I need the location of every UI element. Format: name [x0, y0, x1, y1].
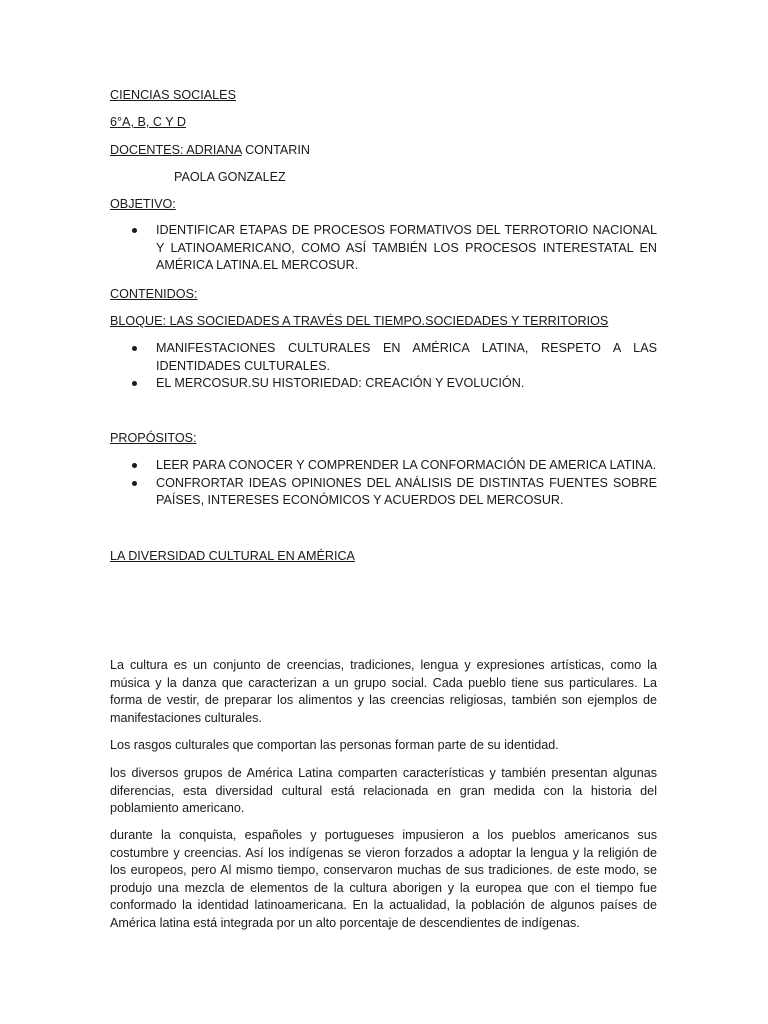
teacher1-surname: CONTARIN	[241, 143, 310, 157]
propositos-list	[110, 457, 657, 510]
paragraph-3: los diversos grupos de América Latina comparten características y también presentan algunas diferencias, esta diversidad cultural está relacionada en gran medida con la historia del poblamiento americano.	[110, 766, 657, 816]
subject-title: CIENCIAS SOCIALES	[110, 88, 236, 102]
teacher2-name: PAOLA GONZALEZ	[174, 170, 286, 184]
objetivo-heading: OBJETIVO:	[110, 197, 176, 211]
bullet-icon	[132, 228, 137, 233]
bloque-line: BLOQUE: LAS SOCIEDADES A TRAVÉS DEL TIEMPO.SOCIEDADES Y TERRITORIOS	[110, 314, 609, 328]
list-item: IDENTIFICAR ETAPAS DE PROCESOS FORMATIVOS DEL TERROTORIO NACIONAL Y LATINOAMERICANO, COMO ASÍ TAMBIÉN LOS PROCESOS INTERESTATAL EN AMÉRICA LATINA.EL MERCOSUR.	[110, 222, 657, 275]
list-item: LEER PARA CONOCER Y COMPRENDER LA CONFORMACIÓN DE AMERICA LATINA.	[110, 457, 657, 475]
paragraph-2: Los rasgos culturales que comportan las personas forman parte de su identidad.	[110, 738, 559, 752]
grades-line: 6°A, B, C Y D	[110, 115, 186, 129]
list-item: EL MERCOSUR.SU HISTORIEDAD: CREACIÓN Y EVOLUCIÓN.	[110, 375, 657, 393]
objetivo-list	[110, 222, 657, 275]
contenidos-list	[110, 340, 657, 393]
list-item: CONFRORTAR IDEAS OPINIONES DEL ANÁLISIS DE DISTINTAS FUENTES SOBRE PAÍSES, INTERESES ECONÓMICOS Y ACUERDOS DEL MERCOSUR.	[110, 475, 657, 510]
propositos-heading: PROPÓSITOS:	[110, 431, 197, 445]
contenidos-heading: CONTENIDOS:	[110, 287, 198, 301]
section-title: LA DIVERSIDAD CULTURAL EN AMÉRICA	[110, 549, 355, 563]
list-item: MANIFESTACIONES CULTURALES EN AMÉRICA LATINA, RESPETO A LAS IDENTIDADES CULTURALES.	[110, 340, 657, 375]
teachers-line	[110, 142, 310, 159]
bullet-icon	[132, 346, 137, 351]
paragraph-1: La cultura es un conjunto de creencias, tradiciones, lengua y expresiones artísticas, como la música y la danza que caracterizan a un grupo social. Cada pueblo tiene sus particulares. La forma de vestir, de preparar los alimentos y las creencias religiosas, también son ejemplos de manifestaciones culturales.	[110, 658, 657, 725]
bullet-icon	[132, 463, 137, 468]
paragraph-4: durante la conquista, españoles y portugueses impusieron a los pueblos americanos sus costumbre y creencias. Así los indígenas se vieron forzados a adoptar la lengua y la religión de los europeos, pero Al mismo tiempo, conservaron muchas de sus tradiciones. de este modo, se produjo una mezcla de elementos de la cultura aborigen y la europea que con el tiempo fue conformado la identidad latinoamericana. En la actualidad, la población de algunos países de América latina está integrada por un alto porcentaje de descendientes de indígenas.	[110, 828, 657, 930]
teachers-label: DOCENTES: ADRIANA	[110, 143, 242, 157]
bullet-icon	[132, 381, 137, 386]
bullet-icon	[132, 481, 137, 486]
